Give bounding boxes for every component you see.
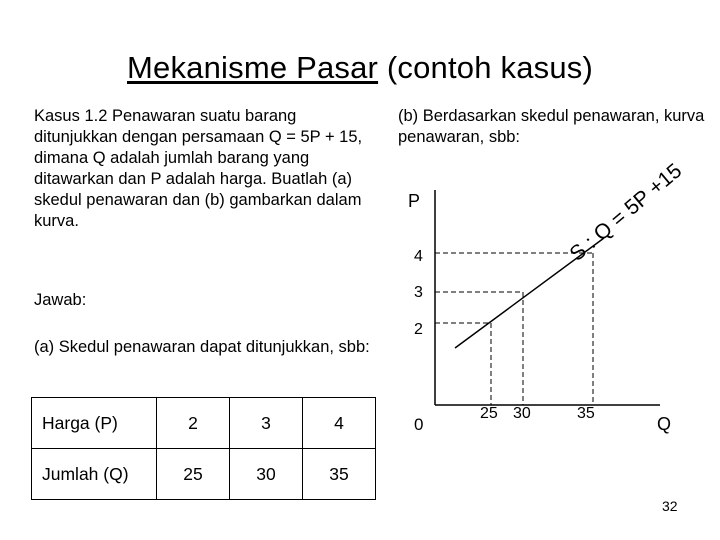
table-cell: 30 xyxy=(230,449,303,500)
answer-part-b: (b) Berdasarkan skedul penawaran, kurva penawaran, sbb: xyxy=(398,107,705,146)
x-tick-label: 30 xyxy=(513,405,531,422)
page-number: 32 xyxy=(662,498,678,514)
y-axis-label: P xyxy=(408,191,421,211)
table-cell: 2 xyxy=(157,398,230,449)
title-main: Mekanisme Pasar xyxy=(126,50,379,85)
y-tick-label: 2 xyxy=(414,321,423,338)
table-cell: 35 xyxy=(303,449,376,500)
table-cell: 25 xyxy=(157,449,230,500)
case-description: Kasus 1.2 Penawaran suatu barang ditunjukkan dengan persamaan Q = 5P + 15, dimana Q adalah jumlah barang yang ditawarkan dan P adalah harga. Buatlah (a) skedul penawaran dan (b) gambarkan dalam kurva. xyxy=(34,107,363,230)
answer-label: Jawab: xyxy=(34,291,87,309)
x-tick-label: 25 xyxy=(480,405,498,422)
y-tick-label: 4 xyxy=(414,248,423,265)
origin-label: 0 xyxy=(414,415,424,434)
x-axis-label: Q xyxy=(657,414,672,434)
x-tick-label: 35 xyxy=(577,405,595,422)
y-tick-label: 3 xyxy=(414,284,423,301)
row-header-price: Harga (P) xyxy=(32,398,157,449)
title-rest: (contoh kasus) xyxy=(378,50,594,85)
answer-part-a: (a) Skedul penawaran dapat ditunjukkan, sbb: xyxy=(34,338,370,356)
table-cell: 3 xyxy=(230,398,303,449)
row-header-quantity: Jumlah (Q) xyxy=(32,449,157,500)
table-cell: 4 xyxy=(303,398,376,449)
curve-equation-label: S : Q = 5P +15 xyxy=(565,159,687,266)
